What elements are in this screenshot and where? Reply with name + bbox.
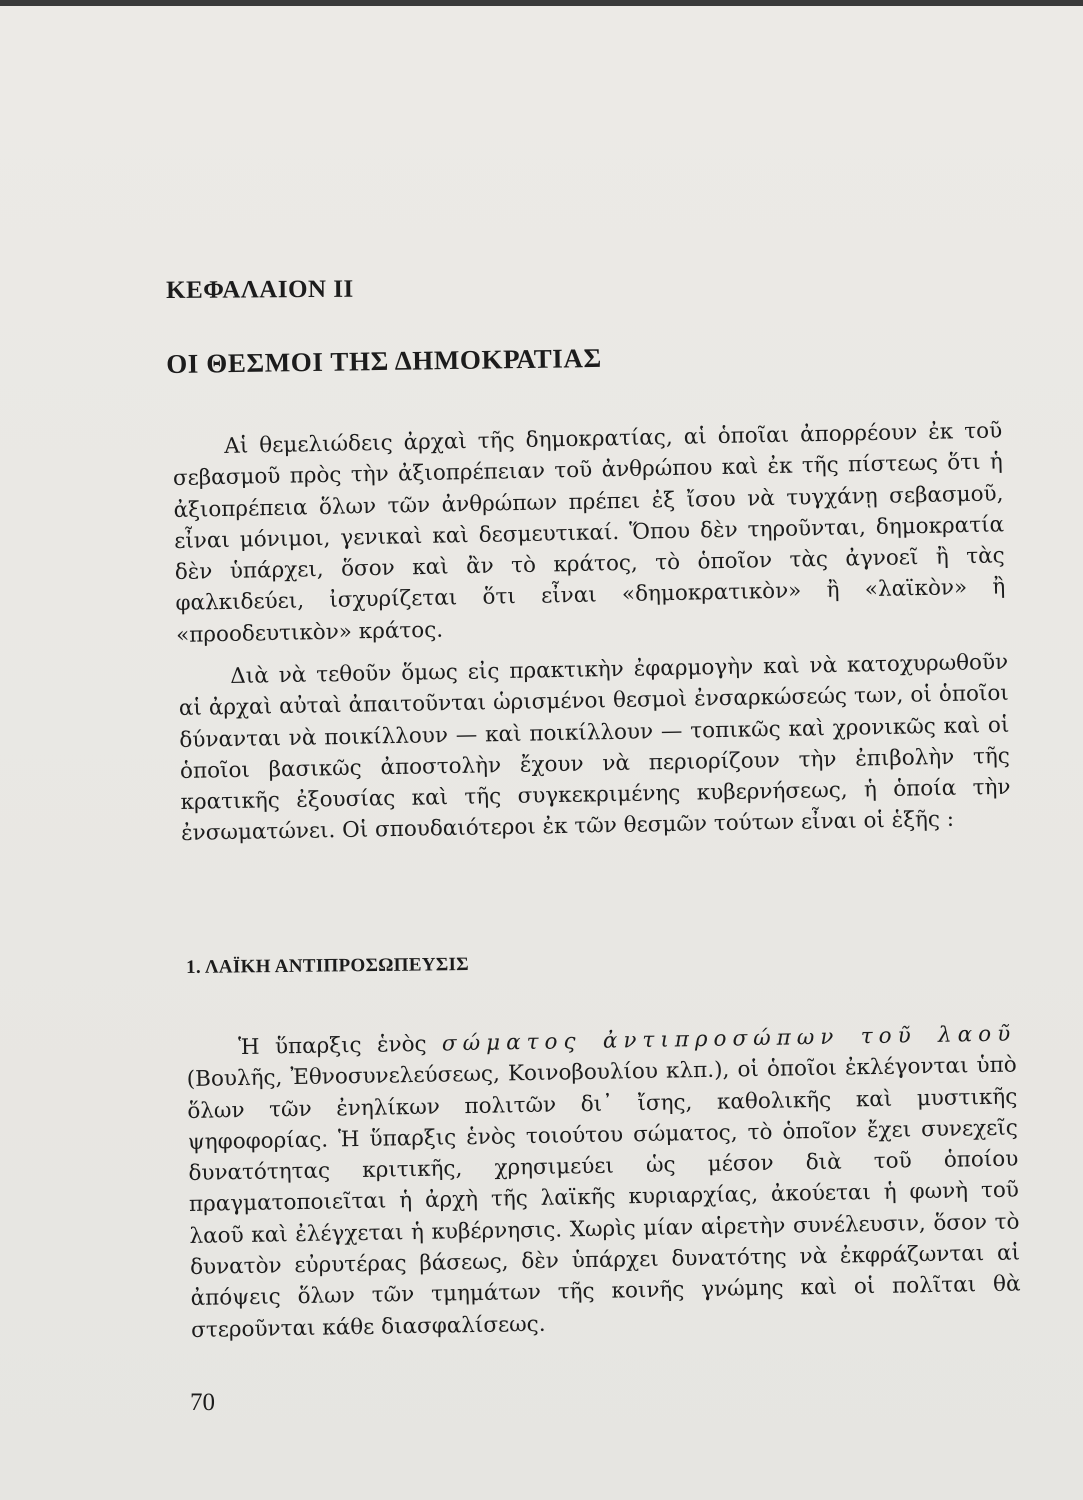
paragraph-principles: Αἱ θεμελιώδεις ἀρχαὶ τῆς δημοκρατίας, αἱ ὁποῖαι ἀπορρέουν ἐκ τοῦ σεβασμοῦ πρὸς τὴν ἀξιοπρέπειαν τοῦ ἀνθρώπου καὶ ἐκ τῆς πίστεως ὅτι ἡ ἀξιοπρέπεια ὅλων τῶν ἀνθρώπων πρέπει ἐξ ἴσου νὰ τυγχάνῃ σεβασμοῦ, εἶναι μόνιμοι, γενικαὶ καὶ δεσμευτικαί. Ὅπου δὲν τηροῦνται, δημοκρατία δὲν ὑπάρχει, ὅσον καὶ ἂν τὸ κράτος, τὸ ὁποῖον τὰς ἀγνοεῖ ἢ τὰς φαλκιδεύει, ἰσχυρίζεται ὅτι εἶναι «δημοκρατικὸν» ἢ «λαϊκὸν» ἢ «προοδευτικὸν» κράτος.	[172, 418, 1006, 648]
chapter-title: ΟΙ ΘΕΣΜΟΙ ΤΗΣ ΔΗΜΟΚΡΑΤΙΑΣ	[166, 342, 602, 379]
paragraph-representation	[186, 1019, 1021, 1346]
paragraph-rest: (Βουλῆς, Ἐθνοσυνελεύσεως, Κοινοβουλίου κλπ.), οἱ ὁποῖοι ἐκλέγονται ὑπὸ ὅλων τῶν ἐνηλίκων πολιτῶν δι᾽ ἴσης, καθολικῆς καὶ μυστικῆς ψηφοφορίας. Ἡ ὕπαρξις ἑνὸς τοιούτου σώματος, τὸ ὁποῖον ἔχει συνεχεῖς δυνατότητας κριτικῆς, χρησιμεύει ὡς μέσον διὰ τοῦ ὁποίου πραγματοποιεῖται ἡ ἀρχὴ τῆς λαϊκῆς κυριαρχίας, ἀκούεται ἡ φωνὴ τοῦ λαοῦ καὶ ἐλέγχεται ἡ κυβέρνησις. Χωρὶς μίαν αἱρετὴν συνέλευσιν, ὅσον τὸ δυνατὸν εὐρυτέρας βάσεως, δὲν ὑπάρχει δυνατότης νὰ ἐκφράζωνται αἱ ἀπόψεις ὅλων τῶν τμημάτων τῆς κοινῆς γνώμης καὶ οἱ πολῖται θὰ στεροῦνται κάθε διασφαλίσεως.	[186, 1052, 1021, 1343]
representation-paragraph-block	[186, 1019, 1021, 1346]
intro-paragraph-block	[172, 415, 1006, 651]
paragraph-lead: Ἡ ὕπαρξις ἑνὸς	[238, 1031, 427, 1061]
page-number: 70	[190, 1389, 215, 1416]
paragraph-institutions: Διὰ νὰ τεθοῦν ὅμως εἰς πρακτικὴν ἐφαρμογὴν καὶ νὰ κατοχυρωθοῦν αἱ ἀρχαὶ αὐταὶ ἀπαιτοῦνται ὡρισμένοι θεσμοὶ ἐνσαρκώσεώς των, οἱ ὁποῖοι δύνανται νὰ ποικίλλουν — καὶ ποικίλλουν — τοπικῶς καὶ χρονικῶς καὶ οἱ ὁποῖοι βασικῶς ἀποστολὴν ἔχουν νὰ περιορίζουν τὴν ἐπιβολὴν τῆς κρατικῆς ἐξουσίας καὶ τῆς συγκεκριμένης κυβερνήσεως, ἡ ὁποία τὴν ἐνσωματώνει. Οἱ σπουδαιότεροι ἐκ τῶν θεσμῶν τούτων εἶναι οἱ ἑξῆς :	[178, 649, 1011, 847]
institutions-paragraph-block	[178, 647, 1011, 850]
emphasized-phrase: σώματος ἀντιπροσώπων τοῦ λαοῦ	[441, 1021, 1017, 1057]
section-heading: 1. ΛΑΪΚΗ ΑΝΤΙΠΡΟΣΩΠΕΥΣΙΣ	[186, 954, 470, 978]
chapter-label: ΚΕΦΑΛΑΙΟΝ ΙΙ	[166, 275, 354, 304]
